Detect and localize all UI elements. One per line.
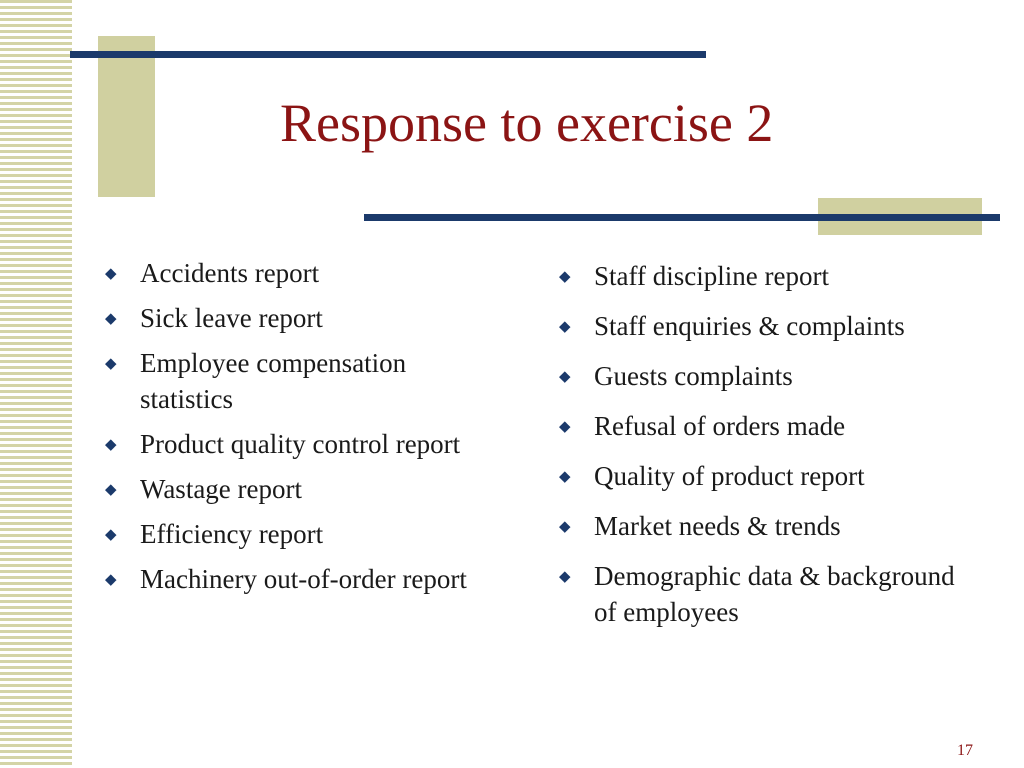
list-item	[558, 308, 968, 344]
list-item	[558, 458, 968, 494]
slide-title: Response to exercise 2	[280, 93, 774, 153]
diamond-bullet-icon: ◆	[559, 367, 571, 385]
list-item-text: Guests complaints	[594, 361, 793, 391]
list-item	[104, 471, 494, 507]
diamond-bullet-icon: ◆	[559, 517, 571, 535]
list-item	[558, 558, 968, 630]
list-item-text: Product quality control report	[140, 429, 461, 459]
diamond-bullet-icon: ◆	[105, 309, 117, 327]
list-item-text: Demographic data & background of employees	[594, 561, 955, 627]
list-item-text: Employee compensation statistics	[140, 348, 407, 414]
bullet-list-right	[558, 258, 968, 644]
list-item	[558, 258, 968, 294]
title-rule-bottom	[364, 214, 1000, 221]
diamond-bullet-icon: ◆	[105, 480, 117, 498]
diamond-bullet-icon: ◆	[559, 417, 571, 435]
list-item	[558, 358, 968, 394]
diamond-bullet-icon: ◆	[105, 570, 117, 588]
slide-page-number: 17	[957, 742, 973, 759]
diamond-bullet-icon: ◆	[559, 267, 571, 285]
list-item	[104, 300, 494, 336]
decorative-tan-block-left	[98, 36, 155, 197]
diamond-bullet-icon: ◆	[105, 525, 117, 543]
list-item	[104, 255, 494, 291]
list-item-text: Quality of product report	[594, 461, 865, 491]
list-item-text: Sick leave report	[140, 303, 323, 333]
bullet-list-left	[104, 255, 494, 606]
list-item-text: Refusal of orders made	[594, 411, 846, 441]
list-item	[558, 508, 968, 544]
list-item-text: Machinery out-of-order report	[140, 564, 467, 594]
decorative-stripe-band	[0, 0, 72, 768]
list-item	[558, 408, 968, 444]
diamond-bullet-icon: ◆	[105, 435, 117, 453]
diamond-bullet-icon: ◆	[105, 264, 117, 282]
diamond-bullet-icon: ◆	[559, 317, 571, 335]
list-item	[104, 516, 494, 552]
title-rule-top	[70, 51, 706, 58]
list-item-text: Accidents report	[140, 258, 320, 288]
list-item-text: Staff enquiries & complaints	[594, 311, 905, 341]
list-item	[104, 426, 494, 462]
diamond-bullet-icon: ◆	[559, 567, 571, 585]
list-item	[104, 345, 494, 417]
list-item-text: Staff discipline report	[594, 261, 829, 291]
diamond-bullet-icon: ◆	[559, 467, 571, 485]
list-item-text: Wastage report	[140, 474, 302, 504]
list-item-text: Efficiency report	[140, 519, 324, 549]
list-item-text: Market needs & trends	[594, 511, 841, 541]
list-item	[104, 561, 494, 597]
diamond-bullet-icon: ◆	[105, 354, 117, 372]
